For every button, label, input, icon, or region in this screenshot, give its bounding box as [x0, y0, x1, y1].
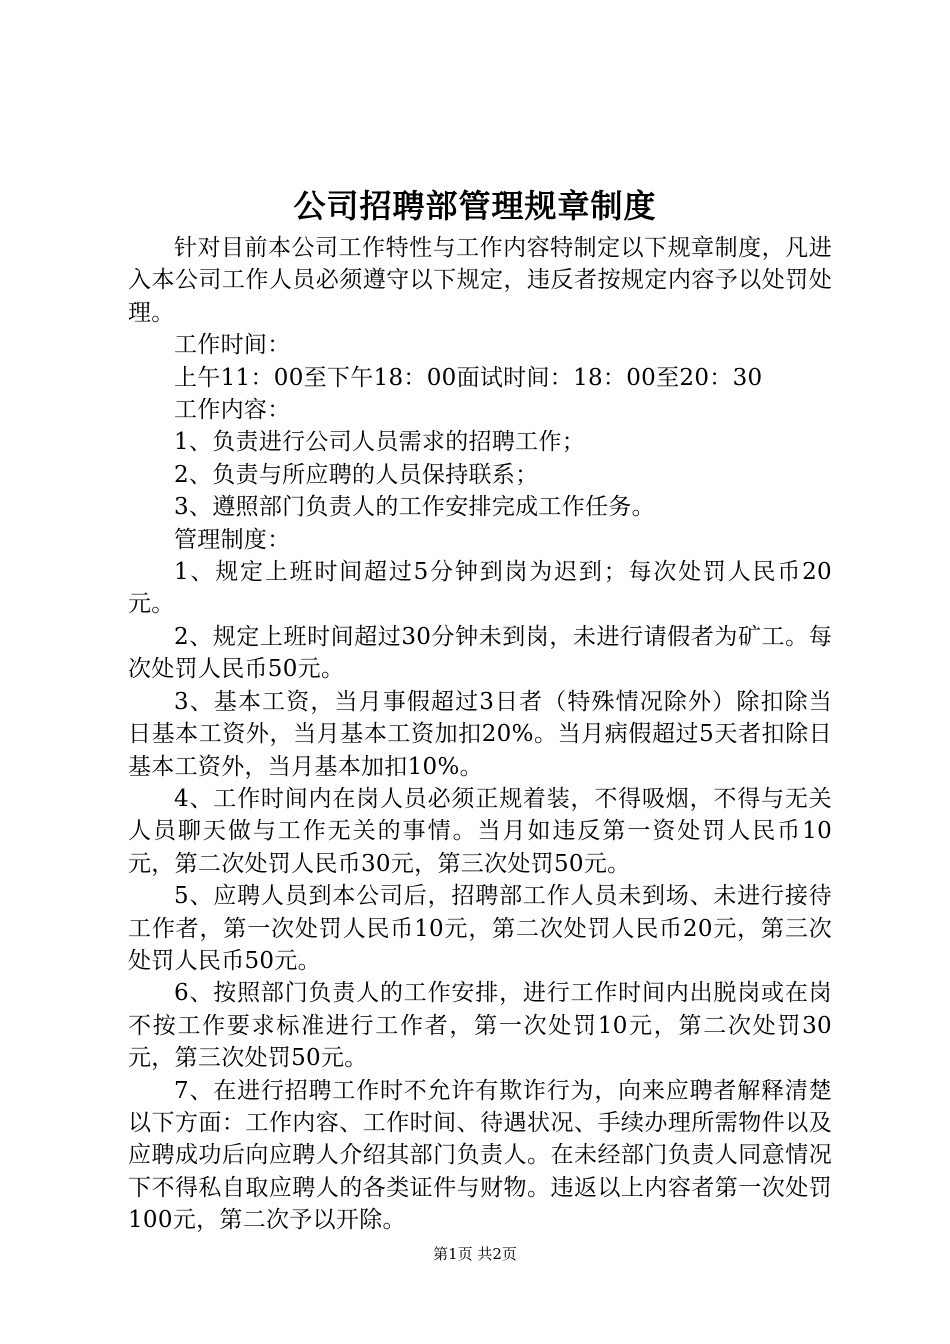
work-content-item: 3、遵照部门负责人的工作安排完成工作任务。 — [174, 494, 655, 521]
rules-heading: 管理制度： — [174, 526, 291, 553]
rule-item: 4、工作时间内在岗人员必须正规着装，不得吸烟，不得与无关人员聊天做与工作无关的事情。当月如违反第一资处罚人民币10元，第二次处罚人民币30元，第三次处罚50元。 — [128, 785, 832, 877]
rule-item: 3、基本工资，当月事假超过3日者（特殊情况除外）除扣除当日基本工资外，当月基本工资加扣20%。当月病假超过5天者扣除日基本工资外，当月基本加扣10%。 — [128, 688, 832, 780]
work-content-item: 1、负责进行公司人员需求的招聘工作； — [174, 429, 586, 456]
rule-item: 1、规定上班时间超过5分钟到岗为迟到；每次处罚人民币20元。 — [128, 559, 832, 618]
work-hours-text: 上午11：00至下午18：00面试时间：18：00至20：30 — [174, 364, 763, 391]
rule-item: 6、按照部门负责人的工作安排，进行工作时间内出脱岗或在岗不按工作要求标准进行工作者，第一次处罚10元，第二次处罚30元，第三次处罚50元。 — [128, 980, 832, 1072]
document-title: 公司招聘部管理规章制度 — [293, 187, 657, 225]
work-hours-heading: 工作时间： — [174, 332, 291, 359]
rule-item: 7、在进行招聘工作时不允许有欺诈行为，向来应聘者解释清楚以下方面：工作内容、工作时间、待遇状况、手续办理所需物件以及应聘成功后向应聘人介绍其部门负责人。在未经部门负责人同意情况下不得私自取应聘人的各类证件与财物。违返以上内容者第一次处罚100元，第二次予以开除。 — [128, 1077, 832, 1234]
page-number-footer: 第1页 共2页 — [433, 1245, 517, 1263]
document-body — [128, 232, 832, 1237]
rule-item: 5、应聘人员到本公司后，招聘部工作人员未到场、未进行接待工作者，第一次处罚人民币10元，第二次处罚人民币20元，第三次处罚人民币50元。 — [128, 883, 832, 974]
work-content-heading: 工作内容： — [174, 397, 291, 424]
work-content-item: 2、负责与所应聘的人员保持联系； — [174, 461, 539, 488]
intro-paragraph: 针对目前本公司工作特性与工作内容特制定以下规章制度，凡进入本公司工作人员必须遵守以下规定，违反者按规定内容予以处罚处理。 — [128, 235, 832, 326]
rule-item: 2、规定上班时间超过30分钟未到岗，未进行请假者为矿工。每次处罚人民币50元。 — [128, 623, 832, 683]
